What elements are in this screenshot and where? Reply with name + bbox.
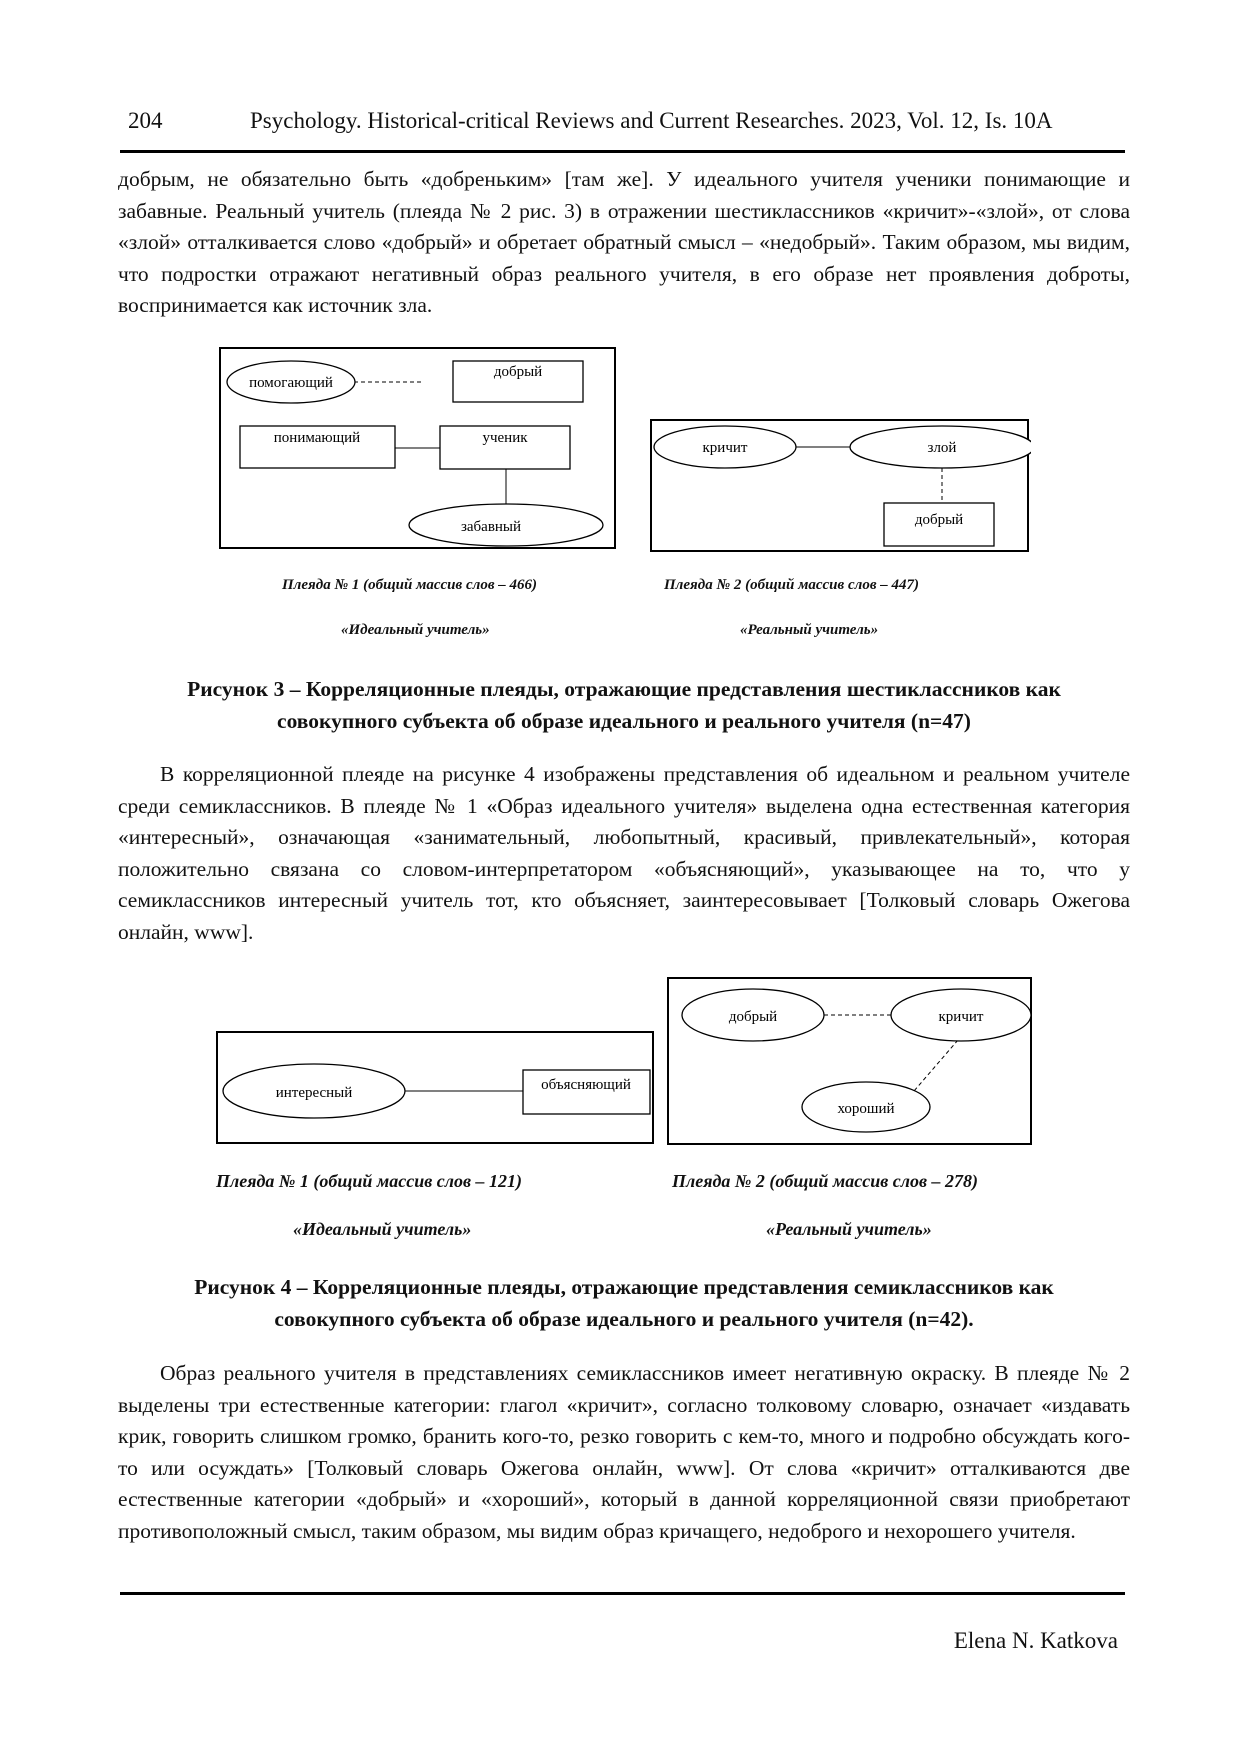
paragraph-3: Образ реального учителя в представлениях семиклассников имеет негативную окраску. В плеяде № 2 выделены три естественные категории: глагол «кричит», согласно толковому словарю, означает «издавать крик, говорить слишком громко, бранить кого-то, резко говорить с кем-то, много и подробно обсуждать кого-то или осуждать» [Толковый словарь Ожегова онлайн, www]. От слова «кричит» отталкиваются две естественные категории «добрый» и «хороший», который в данной корреляционной связи приобретают противоположный смысл, таким образом, мы видим образ кричащего, недоброго и нехорошего учителя. — [118, 1361, 1130, 1543]
fig4-p1-label-obyasnyayushchiy: объясняющий — [541, 1077, 631, 1093]
fig3-pleiad2-diagram — [650, 419, 1029, 552]
fig3-p2-label-zloy: злой — [927, 440, 957, 456]
fig3-p1-label-uchenik: ученик — [482, 430, 528, 446]
fig3-p2-label-dobryy: добрый — [914, 512, 964, 528]
fig3-p1-label-pomogayushchiy: помогающий — [249, 375, 333, 391]
journal-title: Psychology. Historical-critical Reviews and Current Researches. 2023, Vol. 12, Is. 10A — [250, 108, 1053, 133]
fig3-p2-caption: Плеяда № 2 (общий массив слов – 447) — [664, 577, 920, 593]
fig3-pleiad1-diagram — [219, 347, 616, 549]
paragraph-2: В корреляционной плеяде на рисунке 4 изображены представления об идеальном и реальном учителе среди семиклассников. В плеяде № 1 «Образ идеального учителя» выделена одна естественная категория «интересный», означающая «занимательный, любопытный, красивый, привлекательный», которая положительно связана со словом-интерпретатором «объясняющий», указывающее на то, что у семиклассников интересный учитель тот, кто объясняет, заинтересовывает [Толковый словарь Ожегова онлайн, www]. — [118, 762, 1130, 944]
paragraph-1: добрым, не обязательно быть «добреньким» [там же]. У идеального учителя ученики понимающие и забавные. Реальный учитель (плеяда № 2 рис. 3) в отражении шестиклассников «кричит»-«злой», от слова «злой» отталкивается слово «добрый» и обретает обратный смысл – «недобрый». Таким образом, мы видим, что подростки отражают негативный образ реального учителя, в его образе нет проявления доброты, воспринимается как источник зла. — [118, 167, 1130, 317]
fig3-p1-label-zabavnyy: забавный — [460, 519, 522, 535]
fig4-title-line2: совокупного субъекта об образе идеального и реального учителя (n=42). — [274, 1307, 974, 1331]
footer-author: Elena N. Katkova — [953, 1628, 1118, 1653]
fig4-pleiad2-diagram — [667, 977, 1032, 1145]
fig3-title-line2: совокупного субъекта об образе идеального и реального учителя (n=47) — [277, 709, 971, 733]
page-number: 204 — [128, 108, 163, 133]
footer-rule — [120, 1592, 1125, 1595]
fig4-pleiad1-diagram — [216, 1031, 654, 1144]
fig4-p2-caption: Плеяда № 2 (общий массив слов – 278) — [672, 1171, 979, 1191]
fig3-p2-label: «Реальный учитель» — [740, 622, 879, 638]
header-rule — [120, 150, 1125, 153]
fig3-p1-label-dobryy: добрый — [493, 364, 543, 380]
fig4-p1-label: «Идеальный учитель» — [293, 1219, 472, 1239]
fig3-title — [118, 673, 1130, 737]
fig4-p1-label-interesnyy: интересный — [275, 1085, 353, 1101]
fig4-p2-label-khoroshiy: хороший — [837, 1101, 895, 1117]
fig4-title — [118, 1271, 1130, 1335]
fig3-p1-label-ponimayushchiy: понимающий — [273, 430, 361, 446]
fig4-title-line1: Рисунок 4 – Корреляционные плеяды, отражающие представления семиклассников как — [194, 1275, 1054, 1299]
fig3-p1-caption: Плеяда № 1 (общий массив слов – 466) — [282, 577, 538, 593]
fig3-p1-label: «Идеальный учитель» — [341, 622, 490, 638]
fig3-p2-label-krichit: кричит — [702, 440, 748, 456]
fig4-p1-caption: Плеяда № 1 (общий массив слов – 121) — [216, 1171, 523, 1191]
fig4-p2-label-dobryy: добрый — [728, 1009, 778, 1025]
fig4-p2-label-krichit: кричит — [938, 1009, 984, 1025]
fig4-p2-link-krichit-khoroshiy — [914, 1040, 958, 1091]
fig4-p2-label: «Реальный учитель» — [766, 1219, 932, 1239]
fig3-title-line1: Рисунок 3 – Корреляционные плеяды, отражающие представления шестиклассников как — [187, 677, 1061, 701]
